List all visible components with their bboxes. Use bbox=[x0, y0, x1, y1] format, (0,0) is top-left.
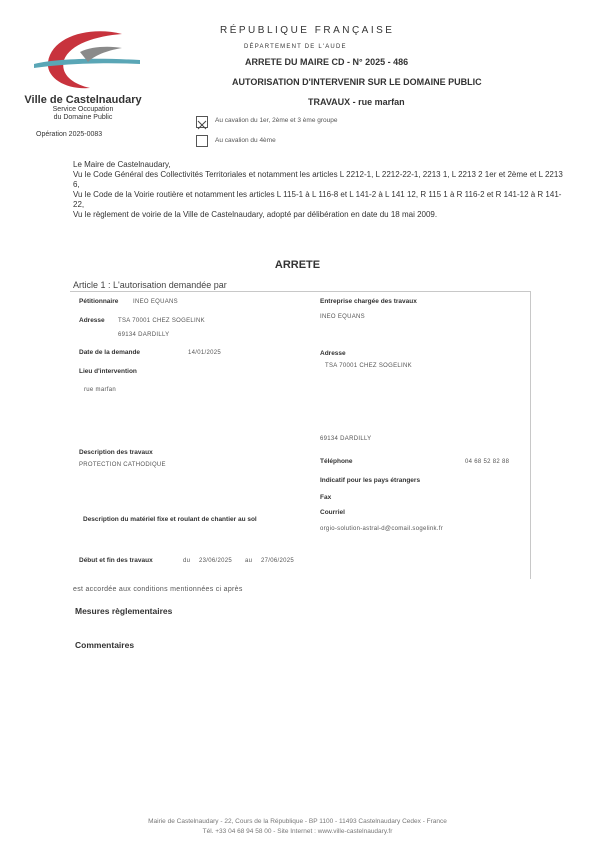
courriel-value: orgio-solution-astral-d@comail.sogelink.fr bbox=[320, 526, 444, 532]
intro-cgct: Vu le Code Général des Collectivités Territoriales et notamment les articles L 2212-1, L 2212-22-1, 2213 1, L 2213 2 1er et 2ème et L 2213 6, bbox=[73, 170, 563, 189]
lieu-value: rue marfan bbox=[84, 387, 117, 393]
intro-reglement: Vu le règlement de voirie de la Ville de Castelnaudary, adopté par délibération en date du 18 mai 2009. bbox=[73, 210, 438, 219]
footer-contact: Tél. +33 04 68 94 58 00 - Site Internet : www.ville-castelnaudary.fr bbox=[202, 828, 393, 835]
materiel-label: Description du matériel fixe et roulant de chantier au sol bbox=[83, 516, 257, 523]
checkbox-label-groupe-1-3: Au cavalion du 1er, 2ème et 3 ème groupe bbox=[215, 117, 338, 124]
checkbox-groupe-4[interactable] bbox=[196, 135, 208, 147]
entreprise-value: INEO EQUANS bbox=[320, 314, 365, 320]
entreprise-ville-value: 69134 DARDILLY bbox=[320, 436, 372, 442]
telephone-label: Téléphone bbox=[320, 458, 353, 465]
debut-value: 23/06/2025 bbox=[199, 558, 233, 564]
checkbox-label-groupe-4: Au cavalion du 4ème bbox=[215, 137, 276, 144]
telephone-value: 04 68 52 82 88 bbox=[465, 459, 510, 465]
autorisation-title: AUTORISATION D'INTERVENIR SUR LE DOMAINE PUBLIC bbox=[232, 77, 482, 87]
petitionnaire-value: INEO EQUANS bbox=[133, 299, 178, 305]
checkbox-groupe-1-3[interactable] bbox=[196, 116, 208, 128]
intro-maire: Le Maire de Castelnaudary, bbox=[73, 160, 171, 169]
description-label: Description des travaux bbox=[79, 449, 153, 456]
description-value: PROTECTION CATHODIQUE bbox=[79, 462, 166, 468]
republique-francaise: RÉPUBLIQUE FRANÇAISE bbox=[220, 25, 395, 36]
fin-value: 27/06/2025 bbox=[261, 558, 295, 564]
footer-address: Mairie de Castelnaudary - 22, Cours de la République - BP 1100 - 11493 Castelnaudary Cedex - France bbox=[148, 818, 447, 825]
adresse-value-2: 69134 DARDILLY bbox=[118, 332, 170, 338]
intro-voirie: Vu le Code de la Voirie routière et notamment les articles L 115-1 à L 116-8 et L 141-2 à L 141 12, R 115 1 à R 116-2 et R 141-12 à R 141-22, bbox=[73, 190, 562, 209]
arrete-heading: ARRETE bbox=[274, 259, 321, 271]
adresse-label: Adresse bbox=[79, 317, 105, 324]
travaux-title: TRAVAUX - rue marfan bbox=[308, 97, 405, 107]
indicatif-label: Indicatif pour les pays étrangers bbox=[320, 477, 421, 484]
arrete-number: ARRETE DU MAIRE CD - N° 2025 - 486 bbox=[245, 57, 409, 67]
date-demande-value: 14/01/2025 bbox=[188, 350, 222, 356]
check-mark-icon bbox=[197, 120, 207, 130]
courriel-label: Courriel bbox=[320, 509, 345, 516]
castelnaudary-logo bbox=[30, 28, 142, 96]
entreprise-label: Entreprise chargée des travaux bbox=[320, 298, 417, 305]
adresse-value-1: TSA 70001 CHEZ SOGELINK bbox=[118, 318, 205, 324]
entreprise-adresse-label: Adresse bbox=[320, 350, 346, 357]
service-line-2: du Domaine Public bbox=[53, 114, 113, 121]
lieu-label: Lieu d'intervention bbox=[79, 368, 137, 375]
entreprise-adresse-value: TSA 70001 CHEZ SOGELINK bbox=[325, 363, 412, 369]
mesures-heading: Mesures règlementaires bbox=[75, 606, 173, 616]
petitionnaire-label: Pétitionnaire bbox=[79, 298, 119, 305]
debut-fin-label: Début et fin des travaux bbox=[79, 557, 153, 564]
intro-text bbox=[73, 160, 563, 220]
article-1: Article 1 : L'autorisation demandée par bbox=[73, 280, 227, 290]
operation-number: Opération 2025-0083 bbox=[36, 131, 103, 138]
du-label: du bbox=[183, 558, 191, 564]
date-demande-label: Date de la demande bbox=[79, 349, 141, 356]
service-line-1: Service Occupation bbox=[52, 106, 114, 113]
departement: DÉPARTEMENT DE L'AUDE bbox=[244, 44, 347, 50]
ville-name: Ville de Castelnaudary bbox=[24, 94, 142, 106]
fax-label: Fax bbox=[320, 494, 332, 501]
au-label: au bbox=[245, 558, 253, 564]
accorde-text: est accordée aux conditions mentionnées ci après bbox=[73, 586, 243, 593]
commentaires-heading: Commentaires bbox=[75, 640, 135, 650]
